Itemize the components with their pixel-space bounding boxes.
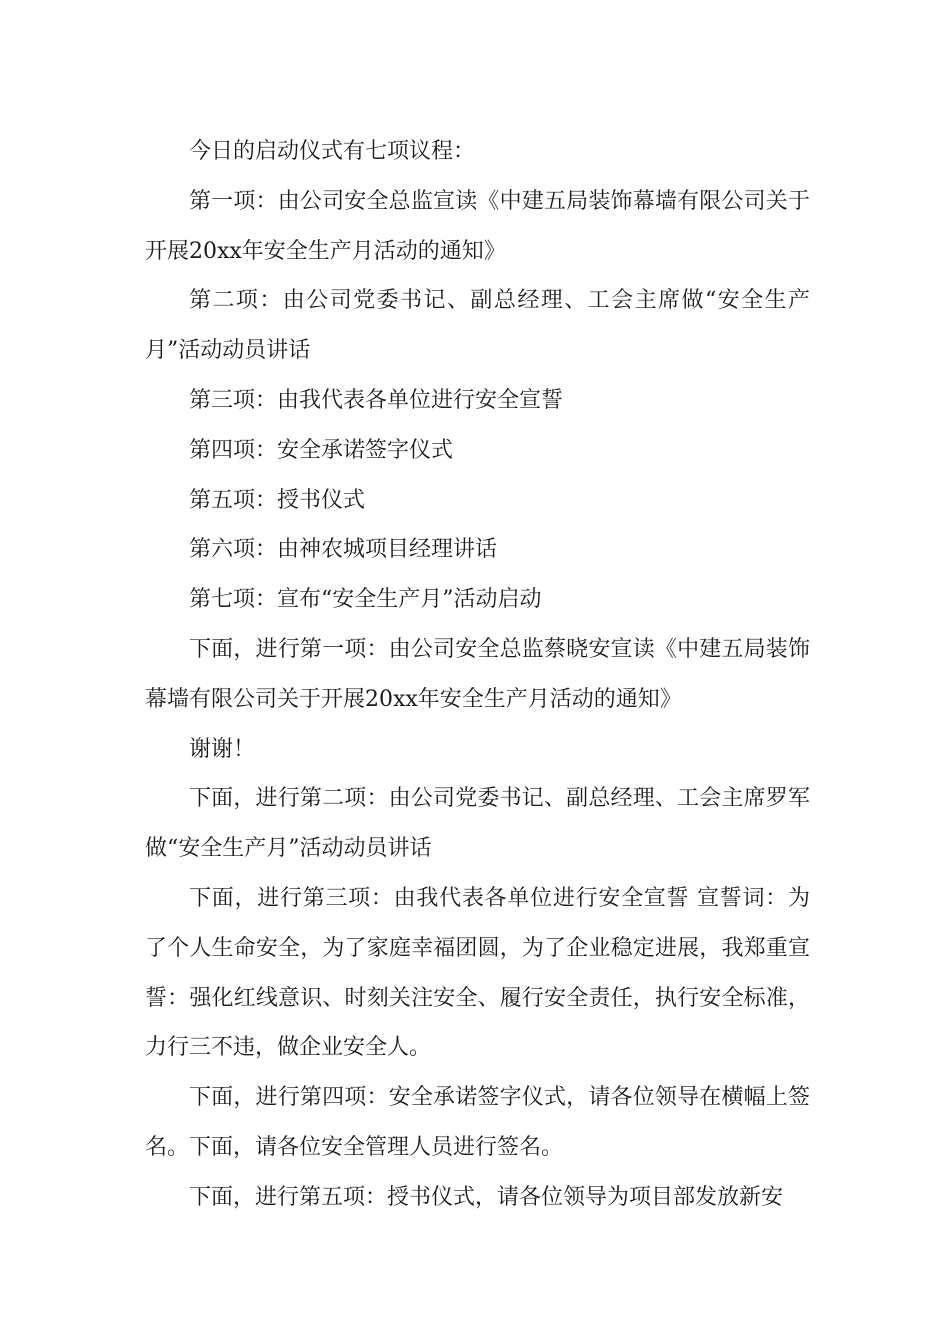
agenda-item-6: 第六项：由神农城项目经理讲话 [189, 537, 498, 563]
document-body [145, 127, 810, 1223]
agenda-item-3: 第三项：由我代表各单位进行安全宣誓 [189, 387, 564, 413]
proceed-item-4: 下面，进行第四项：安全承诺签字仪式，请各位领导在横幅上签名。下面，请各位安全管理人员进行签名。 [145, 1085, 810, 1160]
proceed-item-3-oath: 下面，进行第三项：由我代表各单位进行安全宣誓 宣誓词：为了个人生命安全，为了家庭幸福团圆，为了企业稳定进展，我郑重宣誓：强化红线意识、时刻关注安全、履行安全责任，执行安全标准，力行三不违，做企业安全人。 [145, 885, 810, 1061]
agenda-intro: 今日的启动仪式有七项议程： [189, 139, 476, 164]
agenda-item-4: 第四项：安全承诺签字仪式 [189, 437, 454, 463]
agenda-item-7: 第七项：宣布“安全生产月”活动启动 [189, 587, 542, 613]
agenda-item-2: 第二项：由公司党委书记、副总经理、工会主席做“安全生产月”活动动员讲话 [145, 288, 810, 364]
proceed-item-5: 下面，进行第五项：授书仪式，请各位领导为项目部发放新安 [189, 1184, 784, 1210]
proceed-item-2: 下面，进行第二项：由公司党委书记、副总经理、工会主席罗军做“安全生产月”活动动员讲话 [145, 786, 810, 862]
agenda-item-1: 第一项：由公司安全总监宣读《中建五局装饰幕墙有限公司关于开展20xx年安全生产月活动的通知》 [145, 188, 810, 264]
agenda-item-5: 第五项：授书仪式 [189, 487, 366, 513]
thanks-line: 谢谢！ [189, 736, 256, 762]
proceed-item-1: 下面，进行第一项：由公司安全总监蔡晓安宣读《中建五局装饰幕墙有限公司关于开展20xx年安全生产月活动的通知》 [145, 636, 810, 712]
